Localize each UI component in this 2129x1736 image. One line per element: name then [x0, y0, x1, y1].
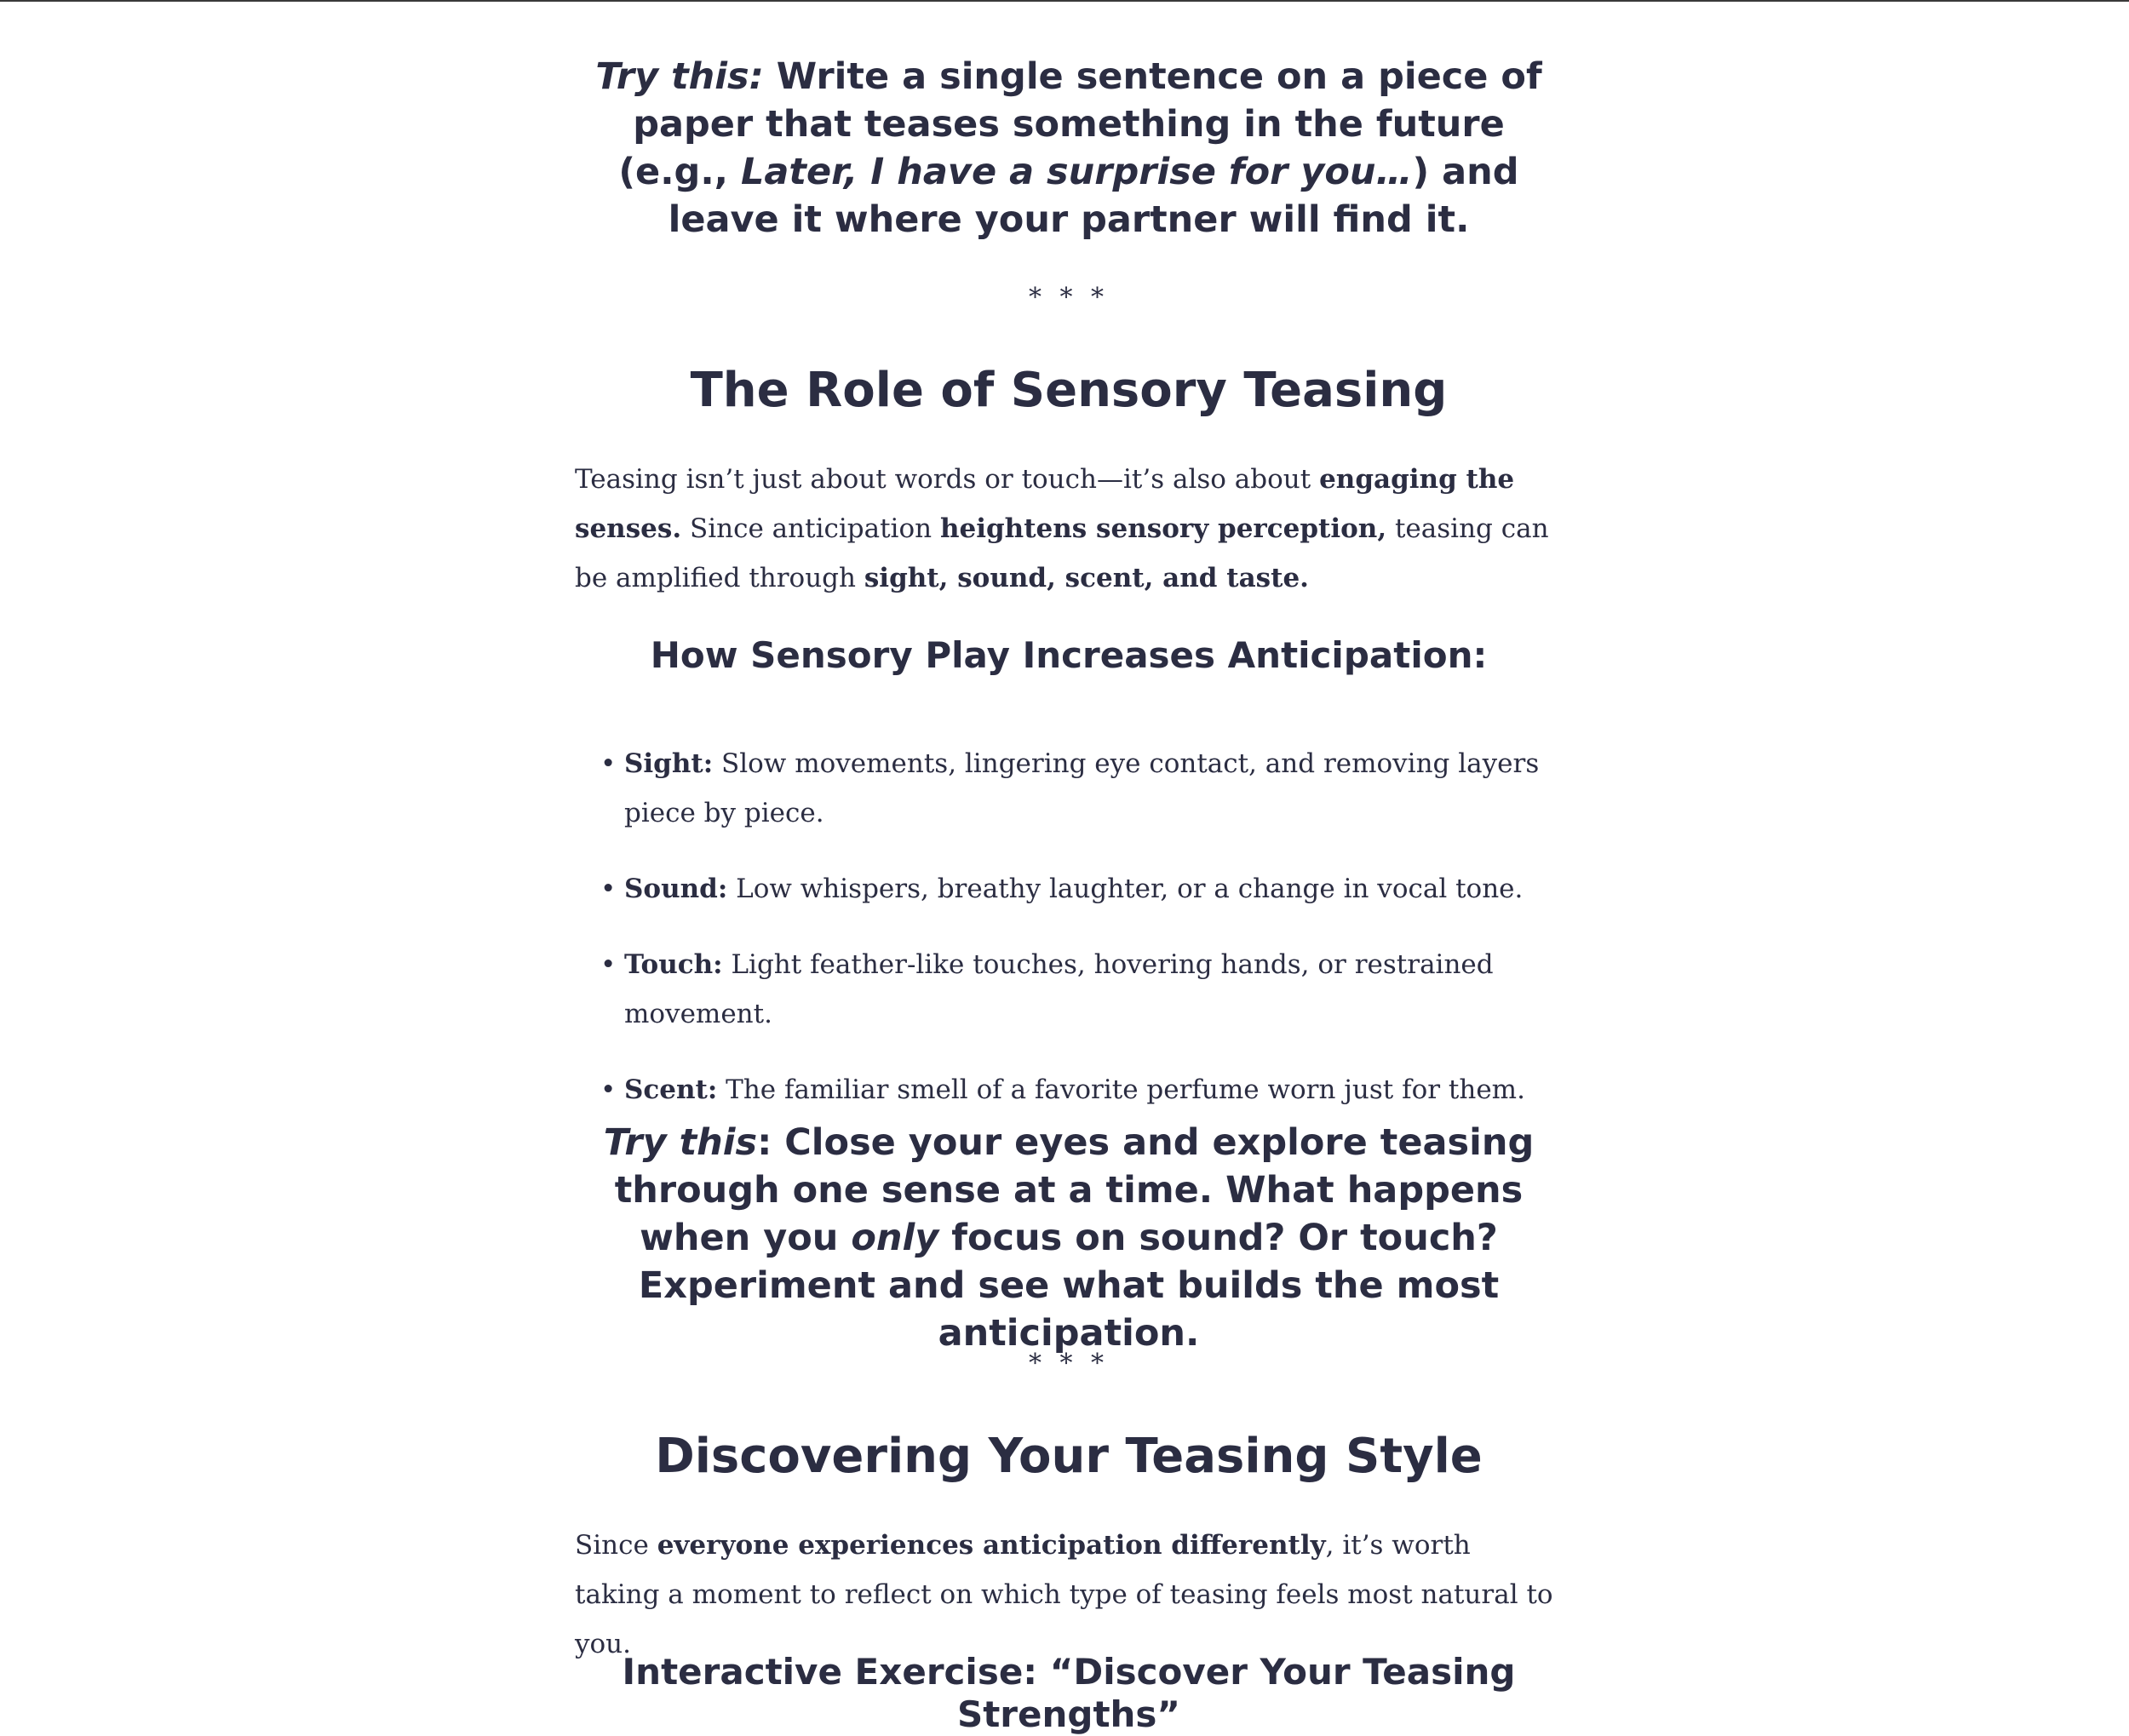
sensory-subheading: How Sensory Play Increases Anticipation: [650, 634, 1488, 676]
sensory-intro-paragraph [575, 455, 1563, 603]
sensory-bold-2: heightens sensory perception, [939, 513, 1387, 544]
try-this-label: Try this [603, 1121, 758, 1164]
try-this-emphasis: only [851, 1217, 939, 1259]
try-this-text-a: : Close your eyes and explore teasing through one sense at a time. What happens when you [614, 1121, 1535, 1259]
list-item-text: Light feather-like touches, hovering hands, or restrained movement. [624, 949, 1494, 1029]
try-this-text-b: focus on sound? Or touch? Experiment and see what builds the most anticipation. [638, 1217, 1500, 1355]
list-item-label: Touch: [624, 949, 723, 980]
list-item-text: Low whispers, breathy laughter, or a change in vocal tone. [727, 874, 1524, 904]
list-item-label: Sight: [624, 748, 714, 779]
list-item-text: Slow movements, lingering eye contact, and removing layers piece by piece. [624, 748, 1540, 828]
section-heading-style: Discovering Your Teasing Style [655, 1429, 1483, 1484]
try-this-text-b: ) and leave it where your partner will find it. [668, 151, 1519, 241]
sensory-list [575, 739, 1563, 1114]
list-item-touch: • Touch: Light feather-like touches, hovering hands, or restrained movement. [600, 949, 1494, 1029]
try-this-example: Later, I have a surprise for you… [740, 151, 1413, 193]
sensory-text-2: Since anticipation [681, 513, 940, 544]
sensory-bold-1: engaging the senses. [575, 464, 1515, 544]
style-intro-paragraph [575, 1521, 1563, 1669]
list-item-sight: • Sight: Slow movements, lingering eye contact, and removing layers piece by piece. [600, 748, 1540, 828]
section-heading-sensory: The Role of Sensory Teasing [690, 363, 1448, 418]
sensory-text-1: Teasing isn’t just about words or touch—it’s also about [575, 464, 1320, 495]
try-this-callout-1 [575, 53, 1563, 243]
sensory-bold-3: sight, sound, scent, and taste. [864, 563, 1309, 593]
try-this-label: Try this: [595, 55, 764, 98]
list-item-sound: • Sound: Low whispers, breathy laughter, or a change in vocal tone. [600, 874, 1524, 904]
try-this-text-a: Write a single sentence on a piece of paper that teases something in the future (e.g., [618, 55, 1542, 193]
style-text-2: , it’s worth taking a moment to reflect on which type of teasing feels most natural to you. [575, 1530, 1553, 1659]
style-bold-1: everyone experiences anticipation differently [657, 1530, 1326, 1561]
section-separator-2: * * * [1028, 1349, 1110, 1378]
list-item-text: The familiar smell of a favorite perfume worn just for them. [717, 1074, 1525, 1105]
exercise-subheading: Interactive Exercise: “Discover Your Teasing Strengths” [622, 1651, 1516, 1735]
try-this-callout-2 [575, 1119, 1563, 1357]
list-item-label: Sound: [624, 874, 728, 904]
section-separator-1: * * * [1028, 283, 1110, 312]
list-item-scent: • Scent: The familiar smell of a favorite perfume worn just for them. [600, 1074, 1525, 1105]
style-text-1: Since [575, 1530, 657, 1561]
list-item-label: Scent: [624, 1074, 718, 1105]
sensory-text-3: teasing can be amplified through [575, 513, 1549, 593]
